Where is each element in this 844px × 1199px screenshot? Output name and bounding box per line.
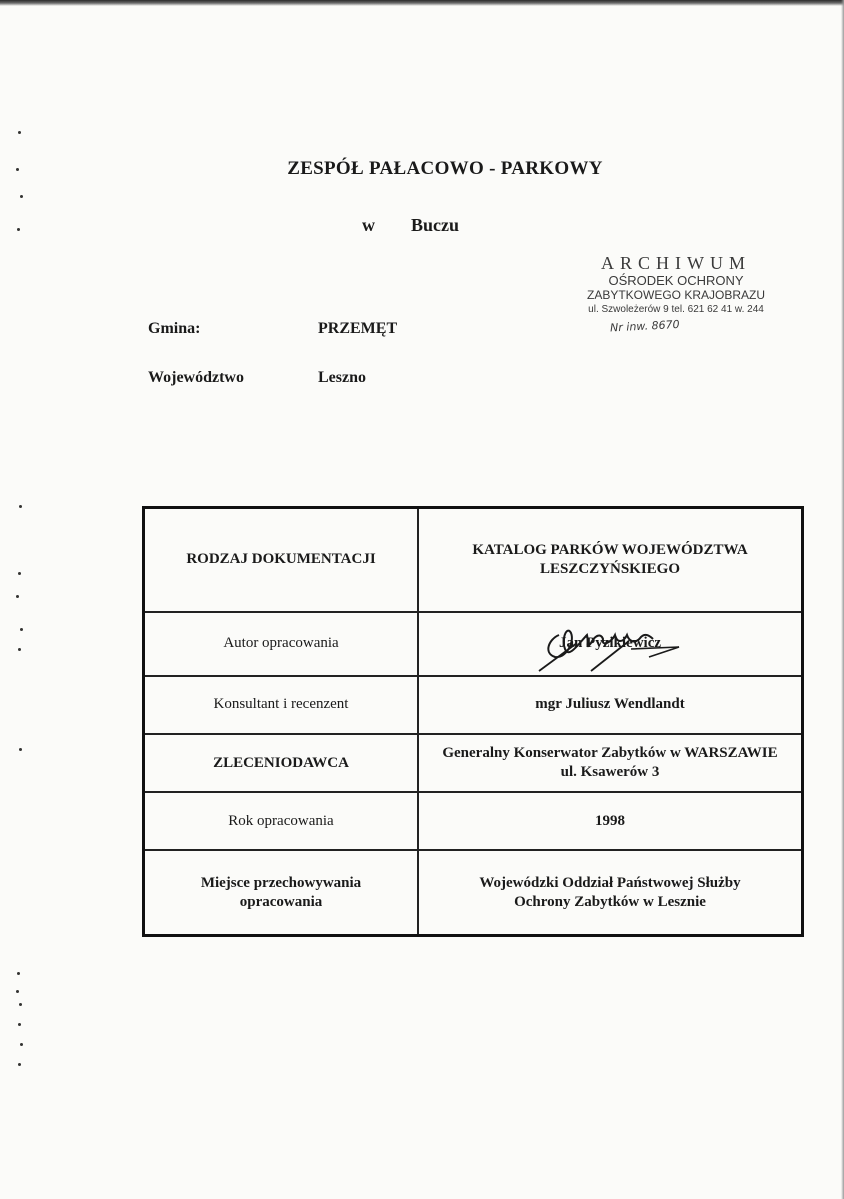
documentation-type-value-line: LESZCZYŃSKIEGO bbox=[539, 560, 681, 577]
scan-speck bbox=[19, 1003, 22, 1006]
archive-stamp bbox=[570, 253, 782, 335]
voivodeship-value: Leszno bbox=[318, 369, 366, 386]
year-label: Rok opracowania bbox=[144, 792, 419, 850]
stamp-line-1: ARCHIWUM bbox=[601, 253, 751, 273]
consultant-label: Konsultant i recenzent bbox=[144, 676, 419, 734]
documentation-type-value-line: KATALOG PARKÓW WOJEWÓDZTWA bbox=[472, 541, 748, 558]
handwritten-signature bbox=[531, 613, 681, 673]
documentation-type-value bbox=[418, 508, 803, 612]
author-value bbox=[418, 612, 803, 676]
location-name: Buczu bbox=[411, 215, 460, 235]
scan-speck bbox=[17, 228, 20, 231]
scan-speck bbox=[18, 648, 21, 651]
scan-speck bbox=[18, 1063, 21, 1066]
scan-top-edge bbox=[0, 0, 844, 6]
storage-location-value-line: Wojewódzki Oddział Państwowej Służby bbox=[479, 874, 741, 891]
table-row-consultant bbox=[144, 676, 803, 734]
stamp-line-3: ZABYTKOWEGO KRAJOBRAZU bbox=[586, 288, 766, 302]
location-preposition: w bbox=[362, 215, 375, 235]
year-value: 1998 bbox=[418, 792, 803, 850]
table-row-year bbox=[144, 792, 803, 850]
document-title: ZESPÓŁ PAŁACOWO - PARKOWY bbox=[287, 158, 603, 179]
scan-speck bbox=[18, 131, 21, 134]
author-label: Autor opracowania bbox=[144, 612, 419, 676]
documentation-type-label: RODZAJ DOKUMENTACJI bbox=[144, 508, 419, 612]
scan-speck bbox=[19, 748, 22, 751]
client-value bbox=[418, 734, 803, 792]
storage-location-label-line: opracowania bbox=[239, 893, 323, 910]
scan-speck bbox=[16, 595, 19, 598]
storage-location-value bbox=[418, 850, 803, 935]
scan-speck bbox=[18, 1023, 21, 1026]
storage-location-label bbox=[144, 850, 419, 935]
gmina-label: Gmina: bbox=[148, 320, 201, 337]
storage-location-value-line: Ochrony Zabytków w Lesznie bbox=[514, 893, 706, 910]
scan-speck bbox=[16, 990, 19, 993]
client-label: ZLECENIODAWCA bbox=[144, 734, 419, 792]
table-row-storage-location bbox=[144, 850, 803, 935]
scan-speck bbox=[20, 1043, 23, 1046]
client-value-line: ul. Ksawerów 3 bbox=[560, 764, 660, 781]
stamp-line-4: ul. Szwoleżerów 9 tel. 621 62 41 w. 244 bbox=[588, 304, 764, 315]
documentation-table bbox=[142, 506, 804, 937]
table-row-documentation-type bbox=[144, 508, 803, 612]
inventory-number: Nr inw. 8670 bbox=[609, 317, 680, 335]
scan-speck bbox=[19, 505, 22, 508]
storage-location-label-line: Miejsce przechowywania bbox=[200, 874, 362, 891]
scan-speck bbox=[18, 572, 21, 575]
gmina-value: PRZEMĘT bbox=[318, 320, 398, 337]
table-row-client bbox=[144, 734, 803, 792]
scan-speck bbox=[20, 195, 23, 198]
author-name: Jan Pyzikiewicz bbox=[558, 635, 662, 652]
scan-speck bbox=[20, 628, 23, 631]
stamp-line-2: OŚRODEK OCHRONY bbox=[608, 273, 744, 288]
client-value-line: Generalny Konserwator Zabytków w WARSZAWIE bbox=[442, 745, 778, 762]
voivodeship-label: Województwo bbox=[148, 369, 244, 386]
scan-speck bbox=[17, 972, 20, 975]
consultant-value: mgr Juliusz Wendlandt bbox=[418, 676, 803, 734]
table-row-author bbox=[144, 612, 803, 676]
